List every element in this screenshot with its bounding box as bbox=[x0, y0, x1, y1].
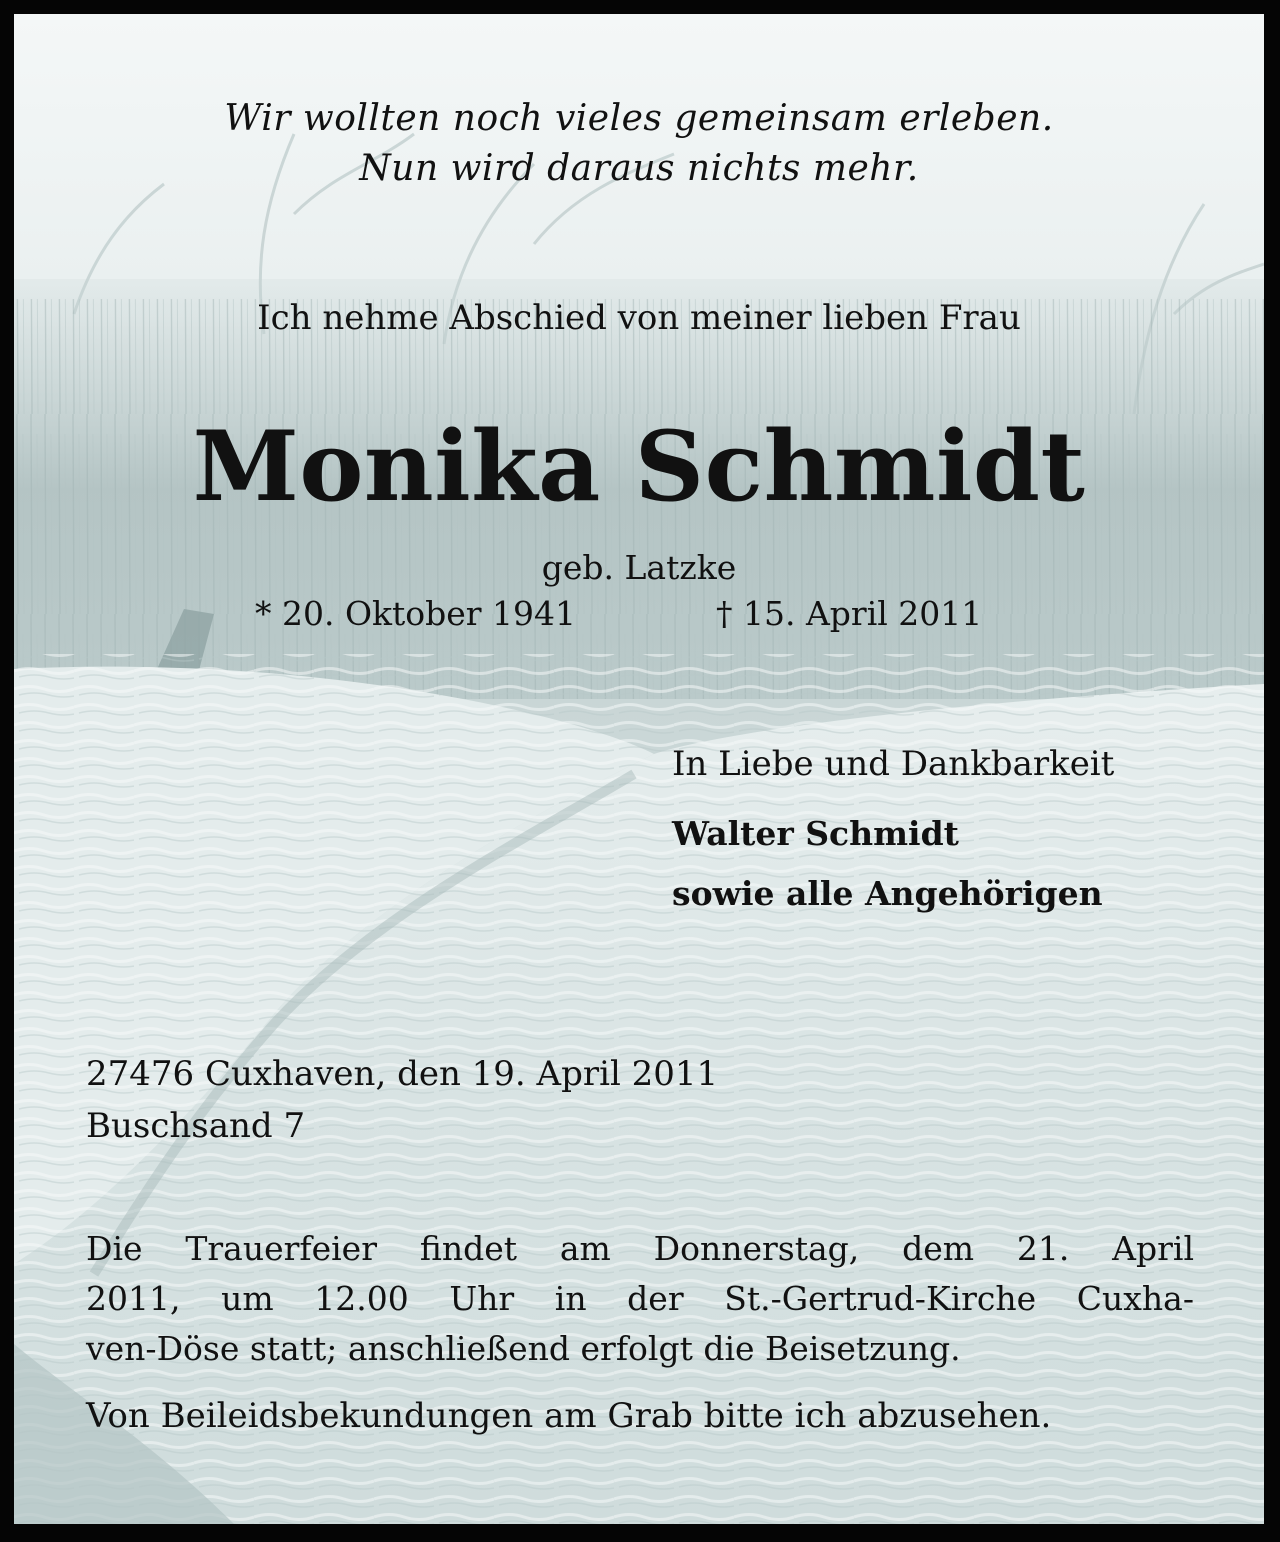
funeral-paragraph bbox=[86, 1224, 1194, 1374]
thanks-line: In Liebe und Dankbarkeit bbox=[672, 744, 1115, 784]
funeral-line: Die Trauerfeier findet am Donnerstag, dem 21. April bbox=[86, 1229, 1194, 1268]
motto-line-2: Nun wird daraus nichts mehr. bbox=[359, 148, 919, 189]
intro-line: Ich nehme Abschied von meiner lieben Frau bbox=[257, 298, 1021, 338]
funeral-line: 2011, um 12.00 Uhr in der St.-Gertrud-Kirche Cuxha- bbox=[86, 1279, 1194, 1318]
signer-relatives: sowie alle Angehörigen bbox=[672, 874, 1103, 913]
street-address: Buschsand 7 bbox=[86, 1106, 306, 1146]
place-date: 27476 Cuxhaven, den 19. April 2011 bbox=[86, 1054, 719, 1094]
birth-name: geb. Latzke bbox=[541, 548, 737, 587]
motto-line-1: Wir wollten noch vieles gemeinsam erleben. bbox=[224, 98, 1054, 139]
funeral-line: ven-Döse statt; anschließend erfolgt die Beisetzung. bbox=[86, 1329, 961, 1368]
death-date: † 15. April 2011 bbox=[716, 594, 983, 633]
condolence-note: Von Beileidsbekundungen am Grab bitte ich abzusehen. bbox=[86, 1396, 1052, 1436]
birth-date: * 20. Oktober 1941 bbox=[255, 594, 577, 633]
obituary-card bbox=[14, 14, 1264, 1524]
deceased-name: Monika Schmidt bbox=[192, 410, 1086, 523]
signer-name: Walter Schmidt bbox=[672, 814, 959, 853]
